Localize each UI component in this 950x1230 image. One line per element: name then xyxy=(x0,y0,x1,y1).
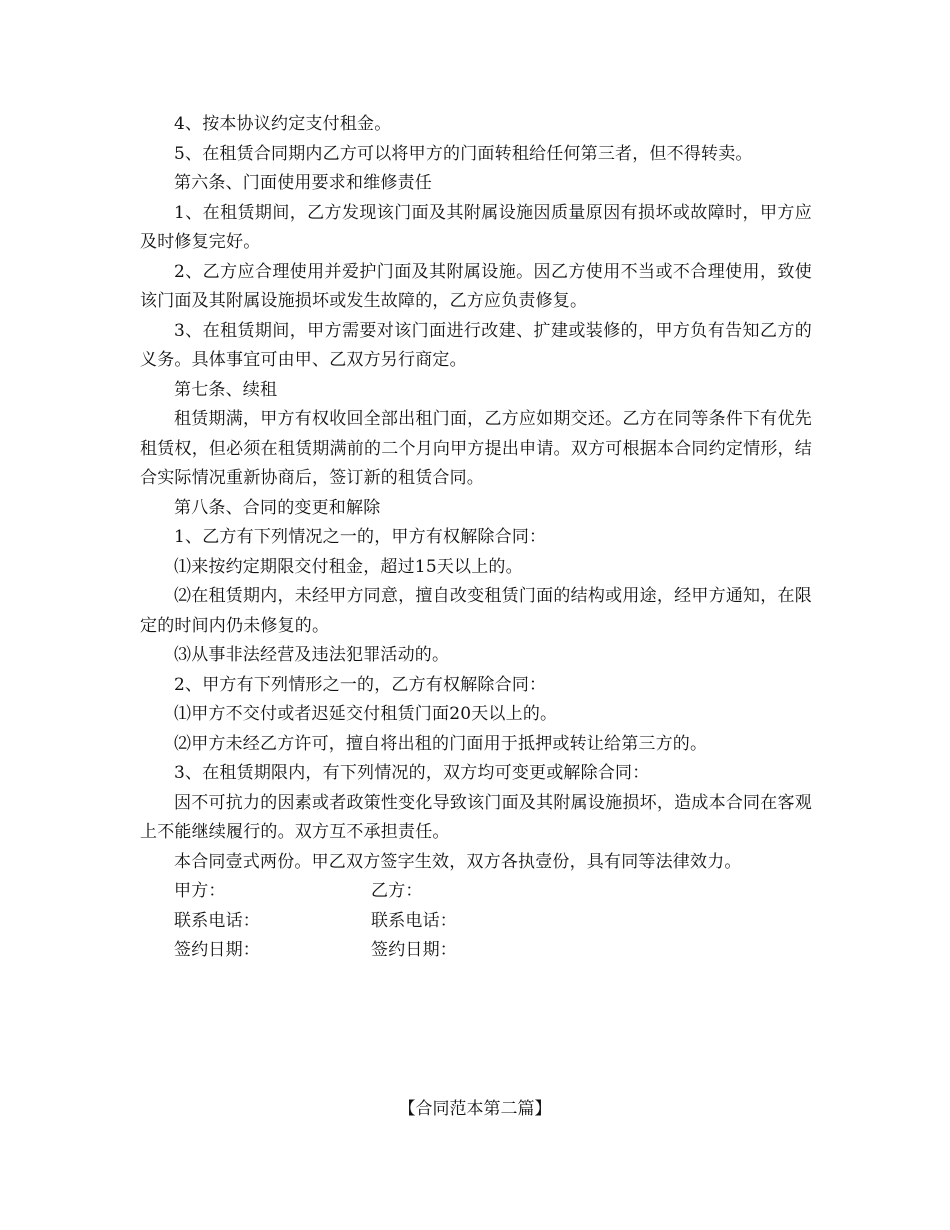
sub-clause: ⑴甲方不交付或者迟延交付租赁门面20天以上的。 xyxy=(174,704,558,724)
clause-paragraph: 租赁期满，甲方有权收回全部出租门面，乙方应如期交还。乙方在同等条件下有优先租赁权，但必须在租赁期满前的二个月向甲方提出申请。双方可根据本合同约定情形，结合实际情况重新协商后，签订新的租赁合同。 xyxy=(140,409,812,488)
signature-row-phone xyxy=(140,907,812,937)
party-b-label: 乙方： xyxy=(371,881,423,901)
clause-paragraph: 4、按本协议约定支付租金。 xyxy=(174,114,392,134)
party-b-date-label: 签约日期： xyxy=(371,940,457,960)
article-heading: 第七条、续租 xyxy=(174,379,278,400)
clause-paragraph: 1、乙方有下列情况之一的，甲方有权解除合同： xyxy=(174,527,547,547)
sub-clause: ⑵在租赁期内，未经甲方同意，擅自改变租赁门面的结构或用途，经甲方通知，在限定的时间内仍未修复的。 xyxy=(140,586,812,636)
clause-paragraph: 5、在租赁合同期内乙方可以将甲方的门面转租给任何第三者，但不得转卖。 xyxy=(174,143,753,164)
clause-paragraph: 本合同壹式两份。甲乙双方签字生效，双方各执壹份，具有同等法律效力。 xyxy=(174,851,742,872)
clause-paragraph: 3、在租赁期间，甲方需要对该门面进行改建、扩建或装修的，甲方负有告知乙方的义务。具体事宜可由甲、乙双方另行商定。 xyxy=(140,320,812,370)
article-heading: 第六条、门面使用要求和维修责任 xyxy=(174,173,432,193)
clause-paragraph: 3、在租赁期限内，有下列情况的，双方均可变更或解除合同： xyxy=(174,763,650,783)
clause-paragraph: 因不可抗力的因素或者政策性变化导致该门面及其附属设施损坏，造成本合同在客观上不能继续履行的。双方互不承担责任。 xyxy=(140,792,812,842)
party-a-label: 甲方： xyxy=(174,881,226,901)
party-a-phone-label: 联系电话： xyxy=(174,910,260,931)
signature-row-date xyxy=(140,936,812,966)
signature-row-party xyxy=(140,877,812,907)
sub-clause: ⑶从事非法经营及违法犯罪活动的。 xyxy=(174,645,450,665)
sub-clause: ⑵甲方未经乙方许可，擅自将出租的门面用于抵押或转让给第三方的。 xyxy=(174,733,708,754)
contract-body xyxy=(140,110,812,966)
section-title: 【合同范本第二篇】 xyxy=(398,1099,552,1119)
clause-paragraph: 2、甲方有下列情形之一的，乙方有权解除合同： xyxy=(174,674,547,695)
party-b-phone-label: 联系电话： xyxy=(371,910,457,931)
sub-clause: ⑴来按约定期限交付租金，超过15天以上的。 xyxy=(174,556,523,577)
party-a-date-label: 签约日期： xyxy=(174,940,260,960)
article-heading: 第八条、合同的变更和解除 xyxy=(174,497,381,518)
clause-paragraph: 1、在租赁期间，乙方发现该门面及其附属设施因质量原因有损坏或故障时，甲方应及时修复完好。 xyxy=(140,202,812,252)
clause-paragraph: 2、乙方应合理使用并爱护门面及其附属设施。因乙方使用不当或不合理使用，致使该门面及其附属设施损坏或发生故障的，乙方应负责修复。 xyxy=(140,261,812,311)
